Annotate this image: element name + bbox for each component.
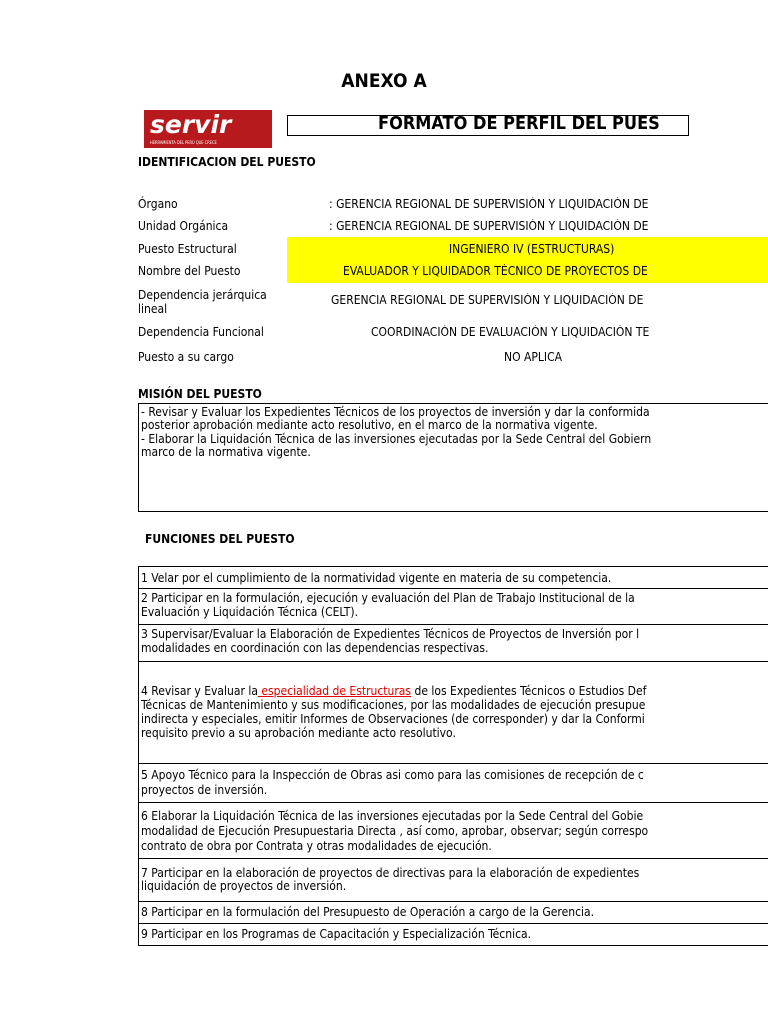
function-text: 7 Participar en la elaboración de proyectos de directivas para la elaboración de expedientes — [141, 866, 640, 880]
dep-jer-label-1: Dependencia jerárquica — [138, 288, 267, 302]
function-text: Evaluación y Liquidación Técnica (CELT). — [141, 605, 359, 619]
cargo-label: Puesto a su cargo — [138, 350, 234, 364]
mission-line: - Elaborar la Liquidación Técnica de las inversiones ejecutadas por la Sede Central del Gobiern — [141, 432, 652, 446]
mission-heading: MISIÓN DEL PUESTO — [138, 387, 262, 401]
function-row-3 — [138, 625, 768, 662]
annex-title: ANEXO A — [341, 70, 427, 92]
function-text: contrato de obra por Contrata y otras modalidades de ejecución. — [141, 839, 492, 853]
function-text: 3 Supervisar/Evaluar la Elaboración de Expedientes Técnicos de Proyectos de Inversión por l — [141, 627, 640, 641]
function-row-5 — [138, 764, 768, 803]
cargo-value: NO APLICA — [504, 350, 563, 364]
unidad-value: : GERENCIA REGIONAL DE SUPERVISIÓN Y LIQUIDACIÓN DE — [329, 219, 649, 233]
mission-box — [138, 403, 768, 512]
servir-logo — [144, 110, 272, 148]
function-text: proyectos de inversión. — [141, 783, 268, 797]
logo-wordmark: servir — [150, 110, 232, 139]
organo-label: Órgano — [138, 197, 178, 211]
function-text: requisito previo a su aprobación mediante acto resolutivo. — [141, 726, 456, 740]
dep-func-label: Dependencia Funcional — [138, 325, 264, 339]
function-row-1 — [138, 566, 768, 589]
function-text: 9 Participar en los Programas de Capacitación y Especialización Técnica. — [141, 927, 532, 941]
function-text: Técnicas de Mantenimiento y sus modificaciones, por las modalidades de ejecución presupue — [141, 698, 646, 712]
dep-jer-value: GERENCIA REGIONAL DE SUPERVISIÓN Y LIQUIDACIÓN DE — [331, 293, 644, 307]
mission-line: posterior aprobación mediante acto resolutivo, en el marco de la normativa vigente. — [141, 418, 598, 432]
functions-heading: FUNCIONES DEL PUESTO — [145, 532, 295, 546]
puesto-value: INGENIERO IV (ESTRUCTURAS) — [449, 242, 615, 256]
function-text: indirecta y especiales, emitir Informes de Observaciones (de corresponder) y dar la Conformi — [141, 712, 645, 726]
unidad-label: Unidad Orgánica — [138, 219, 229, 233]
function-text — [141, 684, 662, 698]
puesto-label: Puesto Estructural — [138, 242, 237, 256]
specialty-highlight: especialidad de Estructuras — [257, 684, 412, 698]
identification-heading: IDENTIFICACION DEL PUESTO — [138, 155, 316, 169]
function-row-7 — [138, 859, 768, 902]
function-text: 5 Apoyo Técnico para la Inspección de Obras asi como para las comisiones de recepción de c — [141, 768, 644, 782]
dep-func-value: COORDINACIÓN DE EVALUACIÓN Y LIQUIDACIÓN TE — [371, 325, 650, 339]
logo-tagline: HERRAMIENTA DEL PERÚ QUE CRECE — [150, 140, 217, 145]
form-title: FORMATO DE PERFIL DEL PUES — [378, 115, 660, 134]
function-row-8 — [138, 902, 768, 924]
nombre-label: Nombre del Puesto — [138, 264, 241, 278]
form-title-box — [287, 115, 689, 136]
function-text: 1 Velar por el cumplimiento de la normatividad vigente en materia de su competencia. — [141, 571, 612, 585]
function-text: liquidación de proyectos de inversión. — [141, 879, 347, 893]
function-text: 6 Elaborar la Liquidación Técnica de las inversiones ejecutadas por la Sede Central del Gobie — [141, 809, 644, 823]
function-text: 8 Participar en la formulación del Presupuesto de Operación a cargo de la Gerencia. — [141, 905, 595, 919]
mission-line: marco de la normativa vigente. — [141, 445, 311, 459]
function-text: modalidad de Ejecución Presupuestaria Directa , así como, aprobar, observar; según correspo — [141, 824, 649, 838]
function-text: modalidades en coordinación con las dependencias respectivas. — [141, 641, 489, 655]
function-text-part: 4 Revisar y Evaluar la — [141, 684, 258, 698]
function-row-9 — [138, 924, 768, 946]
function-row-2 — [138, 588, 768, 625]
organo-value: : GERENCIA REGIONAL DE SUPERVISIÓN Y LIQUIDACIÓN DE — [329, 197, 649, 211]
nombre-value: EVALUADOR Y LIQUIDADOR TÉCNICO DE PROYECTOS DE — [343, 264, 648, 278]
mission-line: - Revisar y Evaluar los Expedientes Técnicos de los proyectos de inversión y dar la conformida — [141, 405, 650, 419]
dep-jer-label-2: lineal — [138, 302, 168, 316]
function-text-part: de los Expedientes Técnicos o Estudios Def — [411, 684, 647, 698]
function-row-4 — [138, 662, 768, 764]
function-row-6 — [138, 803, 768, 859]
function-text: 2 Participar en la formulación, ejecución y evaluación del Plan de Trabajo Institucional de la — [141, 591, 635, 605]
